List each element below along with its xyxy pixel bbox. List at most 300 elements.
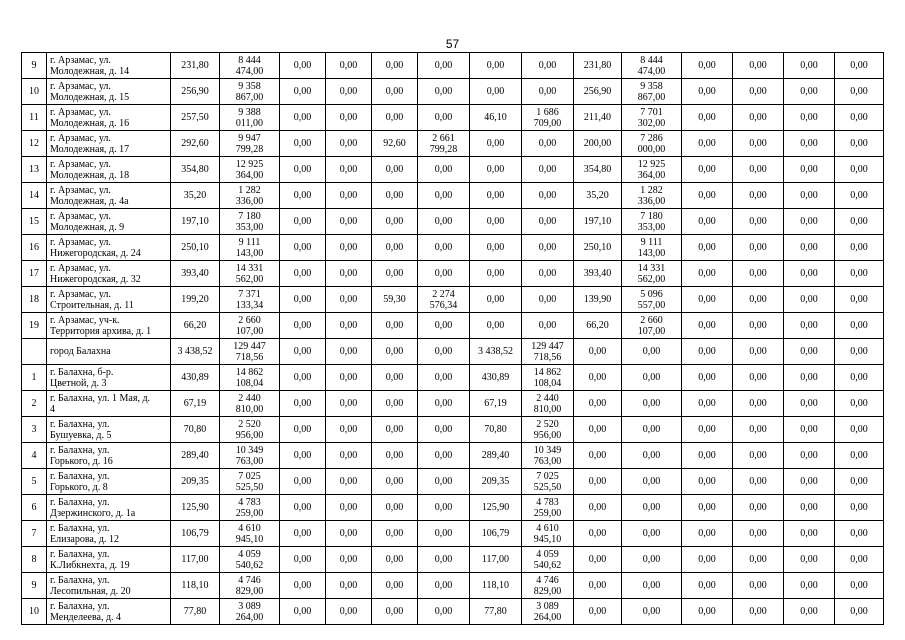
value-cell: 2 440 810,00 — [522, 391, 574, 417]
row-number: 10 — [22, 79, 47, 105]
value-cell: 0,00 — [622, 417, 682, 443]
value-cell: 5 096 557,00 — [622, 287, 682, 313]
value-cell: 7 286 000,00 — [622, 131, 682, 157]
value-cell: 0,00 — [280, 469, 326, 495]
value-cell: 0,00 — [280, 157, 326, 183]
value-cell: 0,00 — [574, 365, 622, 391]
table-row — [22, 573, 884, 599]
value-cell: 0,00 — [784, 495, 835, 521]
value-cell: 0,00 — [733, 339, 784, 365]
value-cell: 0,00 — [280, 183, 326, 209]
table-row — [22, 209, 884, 235]
value-cell: 10 349 763,00 — [220, 443, 280, 469]
value-cell: 0,00 — [682, 131, 733, 157]
table-row — [22, 131, 884, 157]
value-cell: 289,40 — [470, 443, 522, 469]
value-cell: 0,00 — [280, 235, 326, 261]
value-cell: 250,10 — [171, 235, 220, 261]
value-cell: 0,00 — [372, 365, 418, 391]
value-cell: 59,30 — [372, 287, 418, 313]
value-cell: 0,00 — [418, 339, 470, 365]
value-cell: 0,00 — [280, 391, 326, 417]
value-cell: 0,00 — [574, 443, 622, 469]
address-cell: г. Балахна, ул. 1 Мая, д. 4 — [47, 391, 171, 417]
address-cell: г. Балахна, ул. К.Либкнехта, д. 19 — [47, 547, 171, 573]
value-cell: 0,00 — [372, 443, 418, 469]
value-cell: 0,00 — [682, 469, 733, 495]
value-cell: 0,00 — [784, 573, 835, 599]
value-cell: 0,00 — [682, 235, 733, 261]
value-cell: 66,20 — [574, 313, 622, 339]
value-cell: 0,00 — [418, 313, 470, 339]
value-cell: 393,40 — [574, 261, 622, 287]
value-cell: 0,00 — [372, 235, 418, 261]
value-cell: 106,79 — [171, 521, 220, 547]
value-cell: 0,00 — [574, 599, 622, 625]
value-cell: 7 180 353,00 — [220, 209, 280, 235]
row-number: 10 — [22, 599, 47, 625]
value-cell: 0,00 — [326, 443, 372, 469]
value-cell: 0,00 — [622, 365, 682, 391]
value-cell: 0,00 — [574, 547, 622, 573]
value-cell: 0,00 — [372, 209, 418, 235]
value-cell: 0,00 — [574, 391, 622, 417]
value-cell: 0,00 — [372, 79, 418, 105]
value-cell: 0,00 — [733, 131, 784, 157]
value-cell: 117,00 — [470, 547, 522, 573]
value-cell: 292,60 — [171, 131, 220, 157]
value-cell: 0,00 — [784, 209, 835, 235]
value-cell: 0,00 — [574, 521, 622, 547]
value-cell: 0,00 — [835, 417, 884, 443]
value-cell: 0,00 — [470, 209, 522, 235]
value-cell: 125,90 — [171, 495, 220, 521]
row-number: 7 — [22, 521, 47, 547]
value-cell: 0,00 — [835, 495, 884, 521]
value-cell: 0,00 — [733, 183, 784, 209]
address-cell: г. Арзамас, ул. Нижегородская, д. 24 — [47, 235, 171, 261]
value-cell: 209,35 — [470, 469, 522, 495]
address-cell: г. Балахна, ул. Елизарова, д. 12 — [47, 521, 171, 547]
value-cell: 0,00 — [682, 443, 733, 469]
address-cell: г. Арзамас, ул. Молодежная, д. 17 — [47, 131, 171, 157]
value-cell: 0,00 — [372, 105, 418, 131]
value-cell: 197,10 — [574, 209, 622, 235]
table-row — [22, 53, 884, 79]
value-cell: 0,00 — [372, 547, 418, 573]
value-cell: 0,00 — [418, 573, 470, 599]
value-cell: 70,80 — [470, 417, 522, 443]
table-row — [22, 287, 884, 313]
value-cell: 9 947 799,28 — [220, 131, 280, 157]
value-cell: 14 862 108,04 — [220, 365, 280, 391]
table-row — [22, 521, 884, 547]
address-cell: город Балахна — [47, 339, 171, 365]
value-cell: 0,00 — [470, 235, 522, 261]
table-row — [22, 105, 884, 131]
value-cell: 0,00 — [733, 313, 784, 339]
value-cell: 0,00 — [622, 391, 682, 417]
value-cell: 0,00 — [418, 469, 470, 495]
value-cell: 0,00 — [372, 417, 418, 443]
value-cell: 0,00 — [418, 157, 470, 183]
table-row — [22, 599, 884, 625]
table-row — [22, 339, 884, 365]
value-cell: 0,00 — [835, 573, 884, 599]
value-cell: 0,00 — [682, 521, 733, 547]
value-cell: 0,00 — [418, 105, 470, 131]
value-cell: 0,00 — [784, 599, 835, 625]
value-cell: 0,00 — [280, 261, 326, 287]
value-cell: 7 025 525,50 — [220, 469, 280, 495]
value-cell: 0,00 — [326, 131, 372, 157]
value-cell: 0,00 — [733, 79, 784, 105]
value-cell: 0,00 — [418, 547, 470, 573]
value-cell: 0,00 — [280, 105, 326, 131]
value-cell: 118,10 — [470, 573, 522, 599]
value-cell: 9 111 143,00 — [220, 235, 280, 261]
value-cell: 0,00 — [622, 443, 682, 469]
value-cell: 0,00 — [733, 547, 784, 573]
address-cell: г. Балахна, ул. Горького, д. 16 — [47, 443, 171, 469]
value-cell: 0,00 — [574, 417, 622, 443]
value-cell: 0,00 — [784, 261, 835, 287]
value-cell: 0,00 — [418, 417, 470, 443]
value-cell: 9 388 011,00 — [220, 105, 280, 131]
value-cell: 0,00 — [622, 573, 682, 599]
row-number: 18 — [22, 287, 47, 313]
value-cell: 0,00 — [326, 105, 372, 131]
value-cell: 0,00 — [326, 209, 372, 235]
value-cell: 0,00 — [470, 53, 522, 79]
value-cell: 0,00 — [835, 183, 884, 209]
value-cell: 0,00 — [835, 53, 884, 79]
value-cell: 9 358 867,00 — [220, 79, 280, 105]
value-cell: 0,00 — [835, 547, 884, 573]
value-cell: 211,40 — [574, 105, 622, 131]
table-row — [22, 391, 884, 417]
value-cell: 0,00 — [280, 53, 326, 79]
value-cell: 0,00 — [280, 521, 326, 547]
value-cell: 0,00 — [784, 469, 835, 495]
value-cell: 0,00 — [682, 339, 733, 365]
value-cell: 0,00 — [372, 183, 418, 209]
value-cell: 0,00 — [682, 417, 733, 443]
value-cell: 129 447 718,56 — [522, 339, 574, 365]
table-row — [22, 469, 884, 495]
row-number: 16 — [22, 235, 47, 261]
value-cell: 4 783 259,00 — [220, 495, 280, 521]
value-cell: 0,00 — [326, 573, 372, 599]
value-cell: 70,80 — [171, 417, 220, 443]
value-cell: 0,00 — [682, 495, 733, 521]
value-cell: 0,00 — [682, 573, 733, 599]
value-cell: 2 520 956,00 — [522, 417, 574, 443]
value-cell: 0,00 — [733, 209, 784, 235]
value-cell: 7 025 525,50 — [522, 469, 574, 495]
value-cell: 0,00 — [835, 131, 884, 157]
value-cell: 0,00 — [326, 339, 372, 365]
value-cell: 0,00 — [326, 391, 372, 417]
value-cell: 0,00 — [372, 495, 418, 521]
value-cell: 0,00 — [622, 495, 682, 521]
address-cell: г. Арзамас, ул. Молодежная, д. 16 — [47, 105, 171, 131]
value-cell: 393,40 — [171, 261, 220, 287]
table-row — [22, 495, 884, 521]
row-number: 13 — [22, 157, 47, 183]
row-number: 9 — [22, 573, 47, 599]
value-cell: 0,00 — [470, 183, 522, 209]
value-cell: 14 862 108,04 — [522, 365, 574, 391]
value-cell: 0,00 — [733, 495, 784, 521]
value-cell: 0,00 — [522, 313, 574, 339]
table-row — [22, 365, 884, 391]
row-number: 1 — [22, 365, 47, 391]
value-cell: 4 746 829,00 — [522, 573, 574, 599]
value-cell: 2 660 107,00 — [622, 313, 682, 339]
address-cell: г. Балахна, ул. Менделеева, д. 4 — [47, 599, 171, 625]
value-cell: 0,00 — [326, 157, 372, 183]
value-cell: 0,00 — [733, 157, 784, 183]
value-cell: 0,00 — [784, 313, 835, 339]
value-cell: 0,00 — [835, 391, 884, 417]
value-cell: 0,00 — [470, 261, 522, 287]
value-cell: 0,00 — [784, 235, 835, 261]
value-cell: 0,00 — [835, 209, 884, 235]
value-cell: 0,00 — [280, 209, 326, 235]
value-cell: 125,90 — [470, 495, 522, 521]
value-cell: 14 331 562,00 — [622, 261, 682, 287]
address-cell: г. Арзамас, ул. Молодежная, д. 18 — [47, 157, 171, 183]
value-cell: 1 282 336,00 — [622, 183, 682, 209]
value-cell: 0,00 — [835, 313, 884, 339]
value-cell: 3 089 264,00 — [220, 599, 280, 625]
value-cell: 0,00 — [784, 521, 835, 547]
table-row — [22, 261, 884, 287]
value-cell: 3 438,52 — [470, 339, 522, 365]
value-cell: 0,00 — [622, 521, 682, 547]
address-cell: г. Арзамас, ул. Строительная, д. 11 — [47, 287, 171, 313]
value-cell: 0,00 — [835, 521, 884, 547]
page-number: 57 — [445, 37, 460, 51]
value-cell: 0,00 — [280, 79, 326, 105]
value-cell: 139,90 — [574, 287, 622, 313]
value-cell: 0,00 — [835, 469, 884, 495]
value-cell: 0,00 — [835, 79, 884, 105]
value-cell: 231,80 — [171, 53, 220, 79]
table-row — [22, 547, 884, 573]
value-cell: 0,00 — [733, 469, 784, 495]
value-cell: 250,10 — [574, 235, 622, 261]
value-cell: 0,00 — [418, 183, 470, 209]
value-cell: 0,00 — [574, 469, 622, 495]
value-cell: 0,00 — [522, 183, 574, 209]
value-cell: 0,00 — [733, 105, 784, 131]
address-cell: г. Балахна, ул. Горького, д. 8 — [47, 469, 171, 495]
address-cell: г. Арзамас, ул. Нижегородская, д. 32 — [47, 261, 171, 287]
table-row — [22, 79, 884, 105]
value-cell: 0,00 — [418, 521, 470, 547]
value-cell: 14 331 562,00 — [220, 261, 280, 287]
value-cell: 0,00 — [522, 235, 574, 261]
value-cell: 0,00 — [372, 157, 418, 183]
value-cell: 0,00 — [784, 391, 835, 417]
value-cell: 0,00 — [682, 209, 733, 235]
value-cell: 0,00 — [418, 599, 470, 625]
value-cell: 77,80 — [171, 599, 220, 625]
value-cell: 0,00 — [372, 391, 418, 417]
value-cell: 0,00 — [622, 339, 682, 365]
value-cell: 0,00 — [682, 183, 733, 209]
value-cell: 0,00 — [682, 287, 733, 313]
value-cell: 0,00 — [280, 313, 326, 339]
value-cell: 0,00 — [622, 599, 682, 625]
value-cell: 67,19 — [171, 391, 220, 417]
value-cell: 9 358 867,00 — [622, 79, 682, 105]
value-cell: 0,00 — [835, 261, 884, 287]
value-cell: 0,00 — [326, 547, 372, 573]
value-cell: 0,00 — [326, 521, 372, 547]
value-cell: 0,00 — [372, 261, 418, 287]
address-cell: г. Балахна, б-р. Цветной, д. 3 — [47, 365, 171, 391]
value-cell: 4 610 945,10 — [220, 521, 280, 547]
value-cell: 0,00 — [682, 599, 733, 625]
value-cell: 0,00 — [784, 183, 835, 209]
value-cell: 0,00 — [326, 365, 372, 391]
value-cell: 0,00 — [835, 339, 884, 365]
value-cell: 0,00 — [733, 391, 784, 417]
value-cell: 4 746 829,00 — [220, 573, 280, 599]
value-cell: 0,00 — [784, 79, 835, 105]
data-table — [21, 52, 884, 625]
value-cell: 0,00 — [418, 235, 470, 261]
value-cell: 3 438,52 — [171, 339, 220, 365]
value-cell: 12 925 364,00 — [622, 157, 682, 183]
value-cell: 8 444 474,00 — [220, 53, 280, 79]
value-cell: 129 447 718,56 — [220, 339, 280, 365]
value-cell: 0,00 — [522, 131, 574, 157]
value-cell: 199,20 — [171, 287, 220, 313]
value-cell: 0,00 — [682, 365, 733, 391]
value-cell: 0,00 — [522, 79, 574, 105]
value-cell: 0,00 — [280, 573, 326, 599]
value-cell: 12 925 364,00 — [220, 157, 280, 183]
value-cell: 354,80 — [171, 157, 220, 183]
value-cell: 0,00 — [326, 53, 372, 79]
value-cell: 0,00 — [326, 235, 372, 261]
value-cell: 0,00 — [574, 495, 622, 521]
value-cell: 35,20 — [574, 183, 622, 209]
value-cell: 0,00 — [418, 79, 470, 105]
value-cell: 92,60 — [372, 131, 418, 157]
value-cell: 0,00 — [326, 183, 372, 209]
value-cell: 0,00 — [733, 287, 784, 313]
value-cell: 0,00 — [682, 79, 733, 105]
value-cell: 0,00 — [733, 53, 784, 79]
value-cell: 200,00 — [574, 131, 622, 157]
value-cell: 7 180 353,00 — [622, 209, 682, 235]
value-cell: 0,00 — [682, 261, 733, 287]
value-cell: 0,00 — [784, 287, 835, 313]
address-cell: г. Балахна, ул. Бушуевка, д. 5 — [47, 417, 171, 443]
value-cell: 0,00 — [418, 209, 470, 235]
value-cell: 354,80 — [574, 157, 622, 183]
value-cell: 0,00 — [372, 469, 418, 495]
row-number: 9 — [22, 53, 47, 79]
value-cell: 0,00 — [470, 79, 522, 105]
row-number — [22, 339, 47, 365]
value-cell: 0,00 — [280, 131, 326, 157]
value-cell: 0,00 — [682, 105, 733, 131]
value-cell: 0,00 — [280, 339, 326, 365]
value-cell: 0,00 — [372, 339, 418, 365]
value-cell: 0,00 — [326, 79, 372, 105]
value-cell: 0,00 — [326, 495, 372, 521]
value-cell: 0,00 — [733, 573, 784, 599]
value-cell: 0,00 — [418, 365, 470, 391]
address-cell: г. Арзамас, ул. Молодежная, д. 9 — [47, 209, 171, 235]
value-cell: 0,00 — [522, 209, 574, 235]
value-cell: 3 089 264,00 — [522, 599, 574, 625]
address-cell: г. Арзамас, уч-к. Территория архива, д. 1 — [47, 313, 171, 339]
value-cell: 0,00 — [784, 365, 835, 391]
value-cell: 0,00 — [784, 53, 835, 79]
value-cell: 2 520 956,00 — [220, 417, 280, 443]
value-cell: 66,20 — [171, 313, 220, 339]
value-cell: 0,00 — [470, 131, 522, 157]
value-cell: 35,20 — [171, 183, 220, 209]
row-number: 6 — [22, 495, 47, 521]
value-cell: 0,00 — [326, 599, 372, 625]
row-number: 11 — [22, 105, 47, 131]
value-cell: 0,00 — [784, 443, 835, 469]
value-cell: 2 274 576,34 — [418, 287, 470, 313]
value-cell: 46,10 — [470, 105, 522, 131]
row-number: 19 — [22, 313, 47, 339]
value-cell: 0,00 — [784, 547, 835, 573]
address-cell: г. Балахна, ул. Лесопильная, д. 20 — [47, 573, 171, 599]
value-cell: 2 661 799,28 — [418, 131, 470, 157]
value-cell: 1 686 709,00 — [522, 105, 574, 131]
value-cell: 0,00 — [280, 495, 326, 521]
row-number: 4 — [22, 443, 47, 469]
value-cell: 0,00 — [522, 53, 574, 79]
value-cell: 209,35 — [171, 469, 220, 495]
value-cell: 0,00 — [372, 521, 418, 547]
value-cell: 256,90 — [171, 79, 220, 105]
value-cell: 0,00 — [280, 599, 326, 625]
value-cell: 0,00 — [784, 339, 835, 365]
value-cell: 0,00 — [470, 287, 522, 313]
table-row — [22, 157, 884, 183]
value-cell: 0,00 — [326, 287, 372, 313]
value-cell: 0,00 — [470, 157, 522, 183]
value-cell: 0,00 — [574, 573, 622, 599]
table-body — [22, 53, 884, 625]
value-cell: 1 282 336,00 — [220, 183, 280, 209]
value-cell: 0,00 — [522, 157, 574, 183]
value-cell: 289,40 — [171, 443, 220, 469]
value-cell: 0,00 — [733, 261, 784, 287]
value-cell: 0,00 — [280, 365, 326, 391]
value-cell: 430,89 — [171, 365, 220, 391]
value-cell: 0,00 — [418, 495, 470, 521]
value-cell: 0,00 — [522, 287, 574, 313]
value-cell: 0,00 — [682, 547, 733, 573]
row-number: 15 — [22, 209, 47, 235]
row-number: 2 — [22, 391, 47, 417]
value-cell: 0,00 — [733, 599, 784, 625]
